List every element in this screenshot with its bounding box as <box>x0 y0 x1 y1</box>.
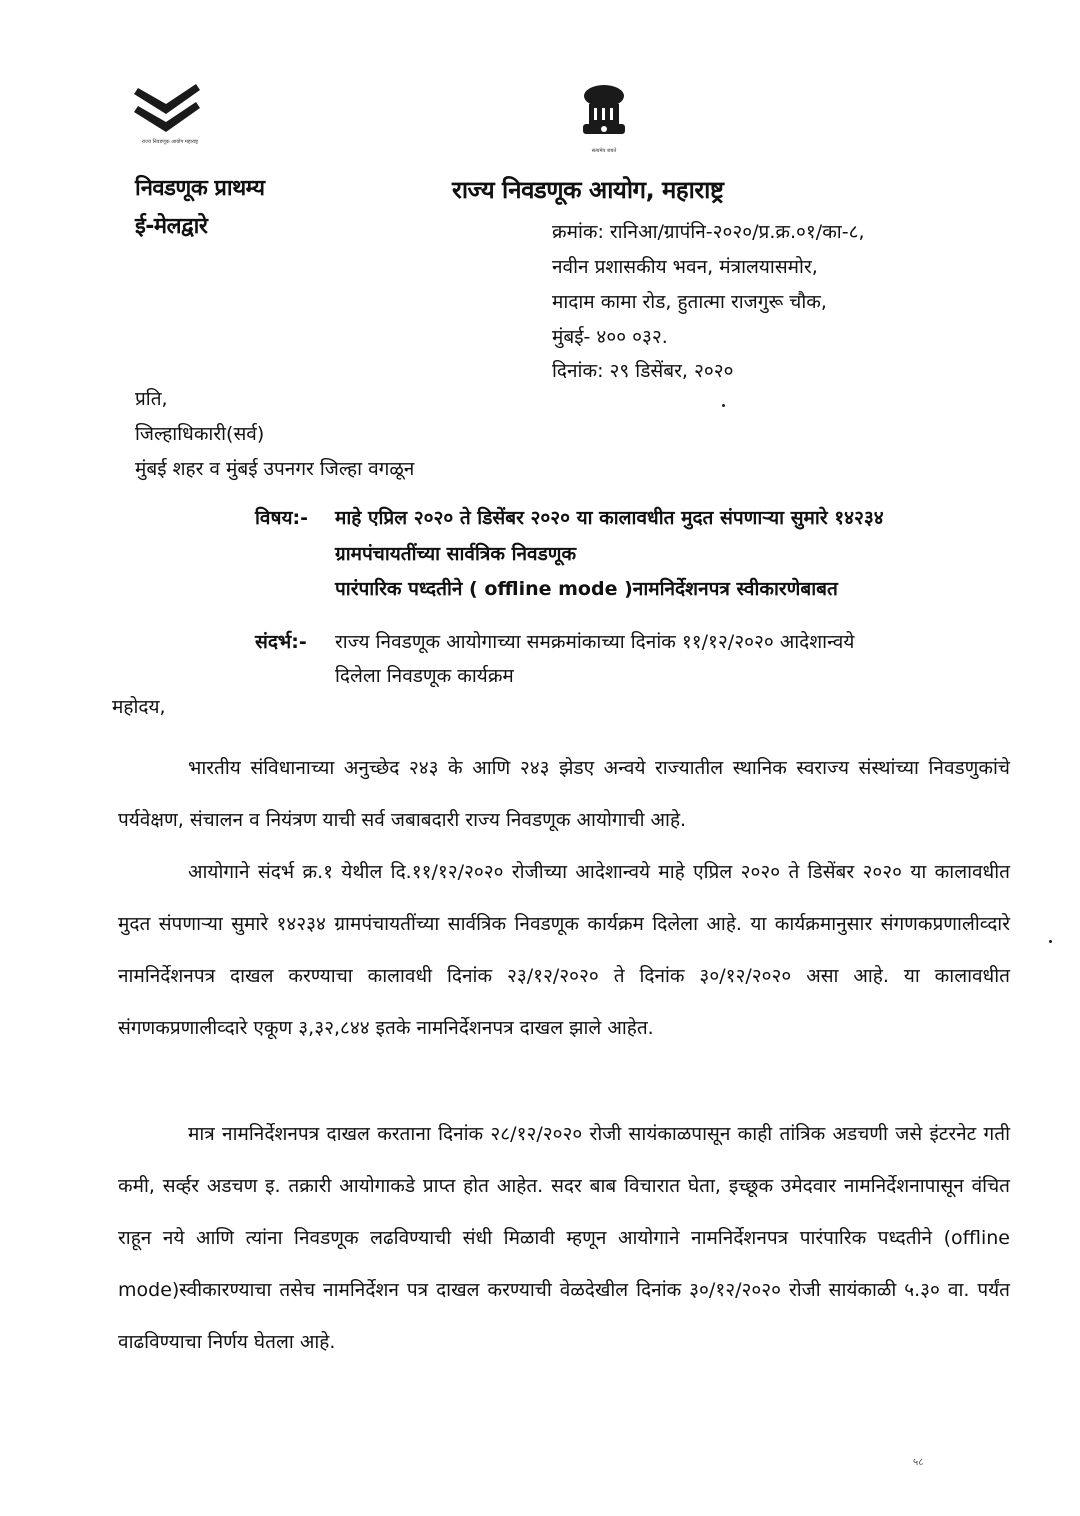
subject-line: पारंपारिक पध्दतीने ( offline mode )नामनिर्देशनपत्र स्वीकारणेबाबत <box>335 578 838 600</box>
recipient-line: जिल्हाधिकारी(सर्व) <box>135 423 265 445</box>
address-line: मुंबई- ४०० ०३२. <box>552 326 668 348</box>
ashoka-emblem <box>575 82 633 154</box>
recipient-line: मुंबई शहर व मुंबई उपनगर जिल्हा वगळून <box>135 458 415 480</box>
priority-label: निवडणूक प्राथम्य <box>135 176 265 201</box>
address-line: नवीन प्रशासकीय भवन, मंत्रालयासमोर, <box>552 256 818 278</box>
sec-logo <box>130 80 210 150</box>
paragraph-text: भारतीय संविधानाच्या अनुच्छेद २४३ के आणि २४३ झेडए अन्वये राज्यातील स्थानिक स्वराज्य संस्थांच्या निवडणुकांचे पर्यवेक्षण, संचालन व नियंत्रण याची सर्व जबाबदारी राज्य निवडणूक आयोगाची आहे. <box>118 757 1010 831</box>
salutation: महोदय, <box>112 696 166 718</box>
body-paragraph <box>118 742 1010 846</box>
recipient-to: प्रति, <box>135 388 168 410</box>
scan-speck <box>1049 940 1052 943</box>
organization-title: राज्य निवडणूक आयोग, महाराष्ट्र <box>452 176 724 204</box>
paragraph-text: आयोगाने संदर्भ क्र.१ येथील दि.११/१२/२०२० रोजीच्या आदेशान्वये माहे एप्रिल २०२० ते डिसेंबर २०२० या कालावधीत मुदत संपणाऱ्या सुमारे १४२३४ ग्रामपंचायतींच्या सार्वत्रिक निवडणूक कार्यक्रम दिलेला आहे. या कार्यक्रमानुसार संगणकप्रणालीव्दारे नामनिर्देशनपत्र दाखल करण्याचा कालावधी दिनांक २३/१२/२०२० ते दिनांक ३०/१२/२०२० असा आहे. या कालावधीत संगणकप्रणालीव्दारे एकूण ३,३२,८४४ इतके नामनिर्देशनपत्र दाखल झाले आहेत. <box>118 861 1010 1039</box>
page-number: ५८ <box>913 1457 924 1468</box>
subject-line: ग्रामपंचायतींच्या सार्वत्रिक निवडणूक <box>335 543 577 565</box>
body-paragraph <box>118 846 1010 1054</box>
address-line: मादाम कामा रोड, हुतात्मा राजगुरू चौक, <box>552 291 827 313</box>
sec-logo-caption: राज्य निवडणूक आयोग महाराष्ट्र <box>141 139 199 145</box>
reference-label: संदर्भ:- <box>255 631 307 653</box>
reference-number: क्रमांक: रानिआ/ग्रापंनि-२०२०/प्र.क्र.०१/का-८, <box>552 221 865 243</box>
reference-line: राज्य निवडणूक आयोगाच्या समक्रमांकाच्या दिनांक ११/१२/२०२० आदेशान्वये <box>335 631 855 653</box>
subject-line: माहे एप्रिल २०२० ते डिसेंबर २०२० या कालावधीत मुदत संपणाऱ्या सुमारे १४२३४ <box>335 507 884 529</box>
letter-date: दिनांक: २९ डिसेंबर, २०२० <box>552 360 734 382</box>
delivery-mode-label: ई-मेलद्वारे <box>135 214 208 239</box>
body-paragraph <box>118 1108 1010 1368</box>
emblem-caption: सत्यमेव जयते <box>591 148 617 154</box>
paragraph-text: मात्र नामनिर्देशनपत्र दाखल करताना दिनांक २८/१२/२०२० रोजी सायंकाळपासून काही तांत्रिक अडचणी जसे इंटरनेट गती कमी, सर्व्हर अडचण इ. तक्रारी आयोगाकडे प्राप्त होत आहेत. सदर बाब विचारात घेता, इच्छूक उमेदवार नामनिर्देशनापासून वंचित राहून नये आणि त्यांना निवडणूक लढविण्याची संधी मिळावी म्हणून आयोगाने नामनिर्देशनपत्र पारंपारिक पध्दतीने (offline mode)स्वीकारण्याचा तसेच नामनिर्देशन पत्र दाखल करण्याची वेळदेखील दिनांक ३०/१२/२०२० रोजी सायंकाळी ५.३० वा. पर्यंत वाढविण्याचा निर्णय घेतला आहे. <box>118 1123 1010 1353</box>
reference-line: दिलेला निवडणूक कार्यक्रम <box>335 665 514 687</box>
chevron-logo-icon <box>130 80 210 135</box>
scan-speck <box>722 404 725 407</box>
ashoka-emblem-icon <box>575 82 633 144</box>
subject-label: विषय:- <box>255 507 308 529</box>
